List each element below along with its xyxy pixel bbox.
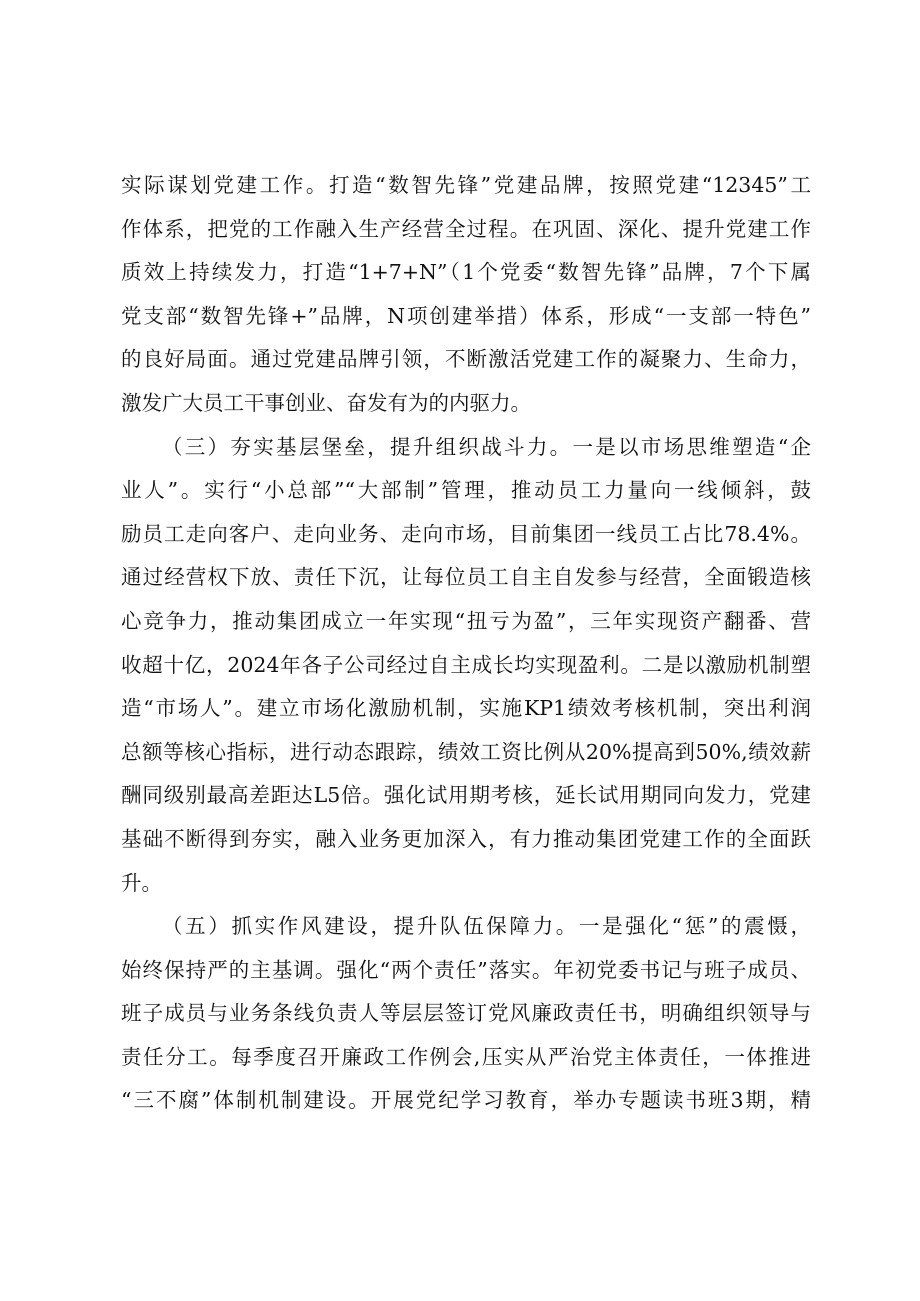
text-line: 作体系，把党的工作融入生产经营全过程。在巩固、深化、提升党建工作 — [121, 216, 811, 241]
text-line: 始终保持严的主基调。强化“两个责任”落实。年初党委书记与班子成员、 — [121, 957, 811, 982]
text-line: 酬同级别最高差距达L5倍。强化试用期考核，延长试用期同向发力，党建 — [121, 783, 811, 808]
text-line: 的良好局面。通过党建品牌引领，不断激活党建工作的凝聚力、生命力， — [121, 347, 811, 372]
text-line: 基础不断得到夯实，融入业务更加深入，有力推动集团党建工作的全面跃 — [121, 826, 811, 851]
text-line: 实际谋划党建工作。打造“数智先锋”党建品牌，按照党建“12345”工 — [121, 173, 811, 197]
section-heading-line: （五）抓实作风建设，提升队伍保障力。一是强化“惩”的震慑， — [162, 914, 811, 939]
paragraph-section-3 — [121, 426, 811, 906]
text-line: 激发广大员工干事创业、奋发有为的内驱力。 — [121, 390, 531, 415]
document-body — [121, 164, 811, 1123]
section-heading-line: （三）夯实基层堡垒，提升组织战斗力。一是以市场思维塑造“企 — [162, 434, 811, 459]
paragraph-1 — [121, 164, 811, 426]
text-line: 总额等核心指标，进行动态跟踪，绩效工资比例从20%提高到50%,绩效薪 — [121, 739, 811, 764]
paragraph-section-5 — [121, 905, 811, 1123]
text-line: 心竞争力，推动集团成立一年实现“扭亏为盈”，三年实现资产翻番、营 — [121, 608, 811, 633]
text-line: 责任分工。每季度召开廉政工作例会,压实从严治党主体责任，一体推进 — [121, 1044, 811, 1069]
text-line: 党支部“数智先锋+”品牌，N项创建举措）体系，形成“一支部一特色” — [121, 303, 811, 328]
text-line: 质效上持续发力，打造“1+7+N”（1个党委“数智先锋”品牌，7个下属 — [121, 260, 811, 285]
text-line: 升。 — [121, 870, 162, 895]
text-line: 通过经营权下放、责任下沉，让每位员工自主自发参与经营，全面锻造核 — [121, 565, 811, 590]
text-line: 收超十亿，2024年各子公司经过自主成长均实现盈利。二是以激励机制塑 — [121, 652, 811, 677]
text-line: “三不腐”体制机制建设。开展党纪学习教育，举办专题读书班3期，精 — [121, 1088, 811, 1113]
text-line: 班子成员与业务条线负责人等层层签订党风廉政责任书，明确组织领导与 — [121, 1001, 811, 1026]
text-line: 励员工走向客户、走向业务、走向市场，目前集团一线员工占比78.4%。 — [121, 521, 811, 546]
text-line: 业人”。实行“小总部”“大部制”管理，推动员工力量向一线倾斜，鼓 — [121, 478, 811, 503]
text-line: 造“市场人”。建立市场化激励机制，实施KP1绩效考核机制，突出利润 — [121, 696, 811, 721]
